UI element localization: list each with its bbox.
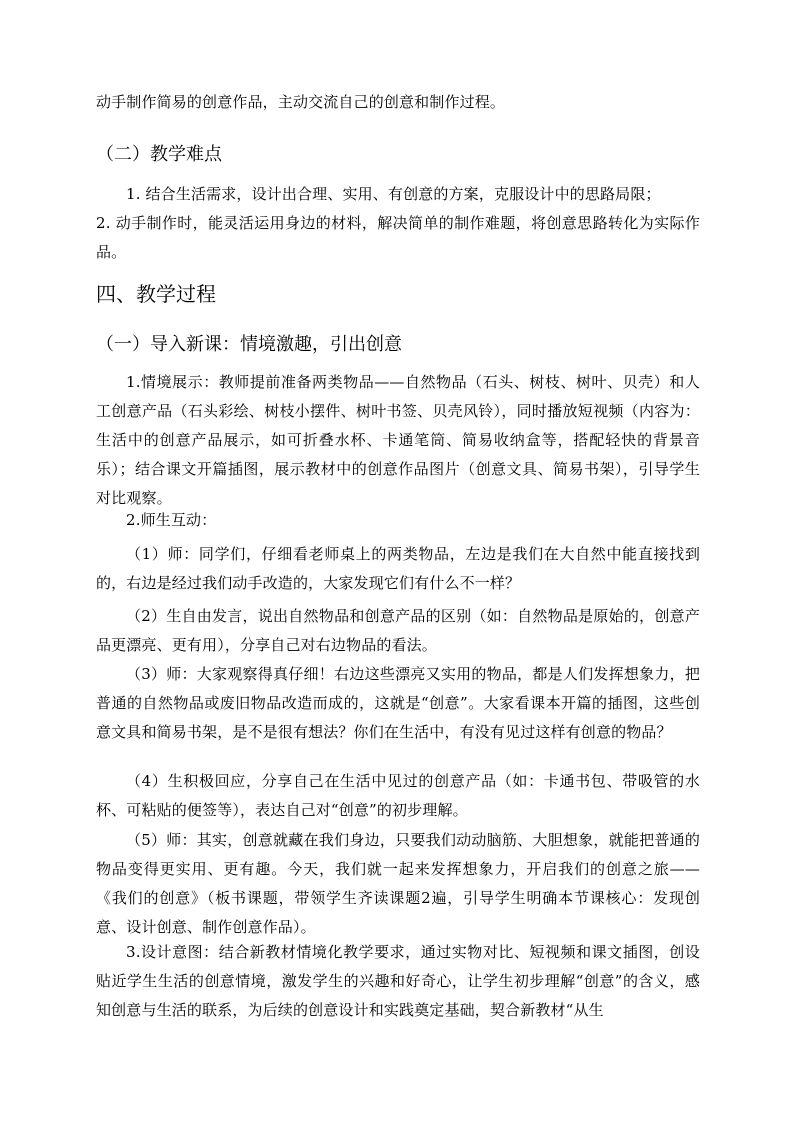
paragraph-difficulty-2: 2. 动手制作时，能灵活运用身边的材料，解决简单的制作难题，将创意思路转化为实际作品。 (96, 214, 700, 261)
paragraph-difficulty-1: 1. 结合生活需求，设计出合理、实用、有创意的方案，克服设计中的思路局限； (126, 185, 661, 203)
paragraph-interaction-5: （5）师：其实，创意就藏在我们身边，只要我们动动脑筋、大胆想象，就能把普通的物品变得更实用、更有趣。今天，我们就一起来发挥想象力，开启我们的创意之旅——《我们的创意》（板书课题，带领学生齐读课题2遍，引导学生明确本节课核心：发现创意、设计创意、制作创意作品）。 (96, 831, 700, 936)
paragraph-interaction-1: （1）师：同学们，仔细看老师桌上的两类物品，左边是我们在大自然中能直接找到的，右边是经过我们动手改造的，大家发现它们有什么不一样？ (96, 545, 700, 592)
heading-teaching-process: 四、教学过程 (96, 282, 216, 306)
heading-introduction: （一）导入新课：情境激趣，引出创意 (96, 334, 402, 355)
paragraph-design-intent: 3.设计意图：结合新教材情境化教学要求，通过实物对比、短视频和课文插图，创设贴近学生生活的创意情境，激发学生的兴趣和好奇心，让学生初步理解“创意”的含义，感知创意与生活的联系，为后续的创意设计和实践奠定基础，契合新教材“从生 (96, 943, 700, 1019)
paragraph-interaction-title: 2.师生互动： (126, 511, 217, 529)
paragraph-interaction-2: （2）生自由发言，说出自然物品和创意产品的区别（如：自然物品是原始的，创意产品更漂亮、更有用），分享自己对右边物品的看法。 (96, 607, 700, 654)
paragraph-goal-continuation: 动手制作简易的创意作品，主动交流自己的创意和制作过程。 (96, 93, 506, 111)
paragraph-interaction-4: （4）生积极回应，分享自己在生活中见过的创意产品（如：卡通书包、带吸管的水杯、可粘贴的便签等），表达自己对“创意”的初步理解。 (96, 772, 700, 819)
paragraph-interaction-3: （3）师：大家观察得真仔细！右边这些漂亮又实用的物品，都是人们发挥想象力，把普通的自然物品或废旧物品改造而成的，这就是“创意”。大家看课本开篇的插图，这些创意文具和简易书架，是不是很有想法？你们在生活中，有没有见过这样有创意的物品？ (96, 665, 700, 741)
paragraph-scene-display: 1.情境展示：教师提前准备两类物品——自然物品（石头、树枝、树叶、贝壳）和人工创意产品（石头彩绘、树枝小摆件、树叶书签、贝壳风铃），同时播放短视频（内容为：生活中的创意产品展示，如可折叠水杯、卡通笔筒、简易收纳盒等，搭配轻快的背景音乐）；结合课文开篇插图，展示教材中的创意作品图片（创意文具、简易书架），引导学生对比观察。 (96, 373, 700, 507)
heading-teaching-difficulty: （二）教学难点 (96, 144, 222, 165)
